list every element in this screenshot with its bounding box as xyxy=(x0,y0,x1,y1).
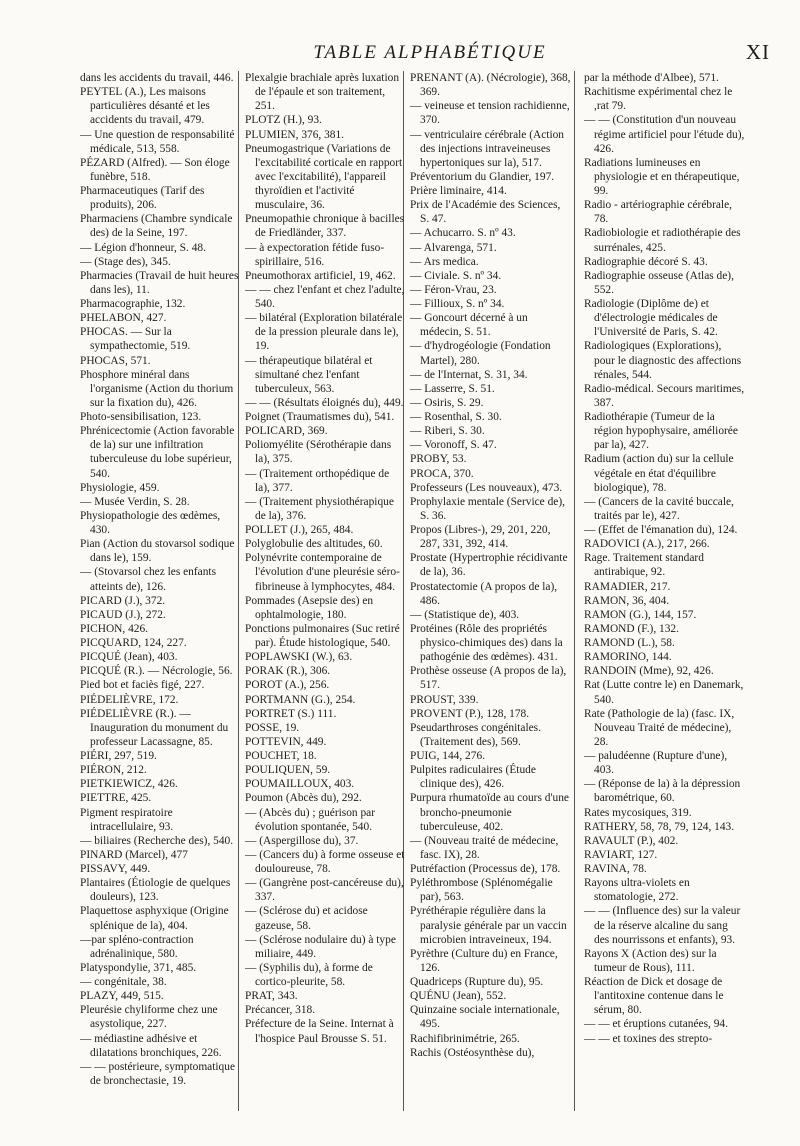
index-entry: RAMADIER, 217. xyxy=(584,580,671,593)
index-entry: Pneumothorax artificiel, 19, 462. xyxy=(245,269,396,282)
index-entry: PICQUÉ (Jean), 403. xyxy=(80,651,178,664)
index-entry: PRAT, 343. xyxy=(245,990,298,1003)
index-entry: Professeurs (Les nouveaux), 473. xyxy=(410,481,563,494)
index-entry: PHELABON, 427. xyxy=(80,312,167,325)
index-entry: Radiologiques (Explorations), pour le diagnostic des affections rénales, 544. xyxy=(584,340,742,381)
index-entry: Platyspondylie, 371, 485. xyxy=(80,961,197,974)
index-entry: PROCA, 370. xyxy=(410,467,474,480)
index-entry: RAMORINO, 144. xyxy=(584,651,672,664)
index-entry: Purpura rhumatoïde au cours d'une broncho-pneumonie tuberculeuse, 402. xyxy=(410,792,569,833)
index-entry: QUÉNU (Jean), 552. xyxy=(410,990,507,1003)
index-entry: — congénitale, 38. xyxy=(80,976,167,988)
index-entry: POROT (A.), 256. xyxy=(245,679,330,692)
index-entry: PROBY, 53. xyxy=(410,453,467,466)
index-entry: — (Aspergillose du), 37. xyxy=(245,834,359,847)
index-entry: — (Sclérose nodulaire du) à type miliaire, 449. xyxy=(245,933,396,960)
index-entry: — Voronoff, S. 47. xyxy=(410,439,497,452)
index-entry: POTTEVIN, 449. xyxy=(245,735,327,748)
index-entry: Quinzaine sociale internationale, 495. xyxy=(410,1004,560,1031)
index-entry: PORTRET (S.) 111. xyxy=(245,707,337,720)
index-entry: PUIG, 144, 276. xyxy=(410,750,485,762)
index-entry: — paludéenne (Rupture d'une), 403. xyxy=(584,750,728,777)
index-entry: PIÉRI, 297, 519. xyxy=(80,750,157,762)
index-entry: Radium (action du) sur la cellule végétale en état d'équilibre biologique), 78. xyxy=(584,453,734,494)
index-entry: — de l'Internat, S. 31, 34. xyxy=(410,368,528,381)
index-entry: Pharmaciens (Chambre syndicale des) de la Seine, 197. xyxy=(80,213,233,240)
index-entry: PIÉDELIÈVRE, 172. xyxy=(80,693,179,706)
index-entry: PICARD (J.), 372. xyxy=(80,594,166,607)
index-entry: Putréfaction (Processus de), 178. xyxy=(410,863,561,875)
index-entry: PICHON, 426. xyxy=(80,622,149,635)
index-entry: POLICARD, 369. xyxy=(245,425,328,438)
index-entry: PÉZARD (Alfred). — Son éloge funèbre, 518. xyxy=(80,156,230,183)
index-entry: PICQUÉ (R.). — Nécrologie, 56. xyxy=(80,665,233,678)
index-entry: POUMAILLOUX, 403. xyxy=(245,778,355,791)
index-entry: — — postérieure, symptomatique de bronchectasie, 19. xyxy=(80,1060,236,1087)
index-entry: Physiopathologie des œdèmes, 430. xyxy=(80,509,221,536)
index-entry: — Légion d'honneur, S. 48. xyxy=(80,241,206,254)
index-entry: — médiastine adhésive et dilatations bronchiques, 226. xyxy=(80,1032,222,1059)
index-entry: Précancer, 318. xyxy=(245,1004,316,1017)
index-entry: — d'hydrogéologie (Fondation Martel), 280. xyxy=(410,340,551,367)
index-entry: — — chez l'enfant et chez l'adulte, 540. xyxy=(245,283,405,310)
index-entry: — (Abcès du) ; guérison par évolution spontanée, 540. xyxy=(245,806,376,833)
index-entry: Pneumogastrique (Variations de l'excitabilité corticale en rapport avec l'excitabilité), l'appareil thyroïdien et l'activité musculaire, 36. xyxy=(245,142,403,212)
index-entry: Préfecture de la Seine. Internat à l'hospice Paul Brousse S. 51. xyxy=(245,1018,394,1045)
index-entry: — (Sclérose du) et acidose gazeuse, 58. xyxy=(245,905,368,932)
index-entry: RAMON (G.), 144, 157. xyxy=(584,608,697,621)
column-divider xyxy=(574,71,575,1111)
index-entry: Rat (Lutte contre le) en Danemark, 540. xyxy=(584,679,744,706)
index-entry: Radiographie décoré S. 43. xyxy=(584,255,708,268)
page-header xyxy=(80,38,770,70)
index-entry: Pleurésie chyliforme chez une asystolique, 227. xyxy=(80,1004,218,1031)
index-entry: PORAK (R.), 306. xyxy=(245,665,331,678)
index-entry: Radiologie (Diplôme de) et d'électrologie médicales de l'Université de Paris, S. 42. xyxy=(584,298,718,339)
index-entry: Pulpites radiculaires (Étude clinique des), 426. xyxy=(410,764,536,791)
index-entry: Pyléthrombose (Splénomégalie par), 563. xyxy=(410,877,553,904)
index-entry: RAMON, 36, 404. xyxy=(584,594,670,607)
index-entry: PIETKIEWICZ, 426. xyxy=(80,778,178,791)
index-entry: Poliomyélite (Sérothérapie dans la), 375. xyxy=(245,439,392,466)
index-entry: Propos (Libres-), 29, 201, 220, 287, 331, 392, 414. xyxy=(410,524,551,551)
index-entry: — (Effet de l'émanation du), 124. xyxy=(584,524,738,536)
index-entry: PLAZY, 449, 515. xyxy=(80,990,164,1003)
index-entry: RADOVICI (A.), 217, 266. xyxy=(584,538,710,551)
index-entry: Rates mycosiques, 319. xyxy=(584,806,692,819)
index-entry: dans les accidents du travail, 446. xyxy=(80,72,234,84)
index-entry: Réaction de Dick et dosage de l'antitoxine contenue dans le sérum, 80. xyxy=(584,976,724,1017)
index-entry: Physiologie, 459. xyxy=(80,481,160,494)
index-entry: Pharmacographie, 132. xyxy=(80,298,186,310)
index-entry: par la méthode d'Albee), 571. xyxy=(584,72,719,84)
index-entry: — veineuse et tension rachidienne, 370. xyxy=(410,100,570,127)
index-entry: Préventorium du Glandier, 197. xyxy=(410,170,555,183)
index-entry: — Osiris, S. 29. xyxy=(410,396,484,409)
index-entry: Prix de l'Académie des Sciences, S. 47. xyxy=(410,199,561,226)
index-entry: — — (Constitution d'un nouveau régime artificiel pour l'étude du), 426. xyxy=(584,114,745,155)
index-entry: PICQUARD, 124, 227. xyxy=(80,637,187,649)
index-entry: PLOTZ (H.), 93. xyxy=(245,114,322,127)
index-column-3 xyxy=(410,71,571,1141)
index-entry: RAVINA, 78. xyxy=(584,863,647,875)
index-entry: Radio - artériographie cérébrale, 78. xyxy=(584,199,732,226)
index-entry: Pharmacies (Travail de huit heures dans les), 11. xyxy=(80,269,239,296)
index-entry: Pommades (Asepsie des) en ophtalmologie, 180. xyxy=(245,594,374,621)
index-entry: — Achucarro. S. nº 43. xyxy=(410,227,516,240)
index-entry: RATHERY, 58, 78, 79, 124, 143. xyxy=(584,820,735,833)
index-entry: RAMOND (L.), 58. xyxy=(584,637,675,649)
index-entry: Rage. Traitement standard antirabique, 92. xyxy=(584,552,704,579)
index-entry: Pharmaceutiques (Tarif des produits), 206. xyxy=(80,185,205,212)
index-entry: — — (Influence des) sur la valeur de la réserve alcaline du sang des nourrissons et enfants), 93. xyxy=(584,905,741,946)
index-entry: POLLET (J.), 265, 484. xyxy=(245,524,354,536)
index-entry: — (Nouveau traité de médecine, fasc. IX), 28. xyxy=(410,834,559,861)
index-entry: — (Cancers du) à forme osseuse et douloureuse, 78. xyxy=(245,848,405,875)
index-entry: Radiographie osseuse (Atlas de), 552. xyxy=(584,269,734,296)
index-entry: Prophylaxie mentale (Service de), S. 36. xyxy=(410,495,565,522)
index-entry: PIÉRON, 212. xyxy=(80,764,147,777)
index-entry: — — et éruptions cutanées, 94. xyxy=(584,1018,728,1031)
index-entry: — (Syphilis du), à forme de cortico-pleurite, 58. xyxy=(245,961,373,988)
index-column-4 xyxy=(584,71,745,1141)
index-entry: Pyréthérapie régulière dans la paralysie générale par un vaccin microbien intraveineux, 194. xyxy=(410,905,567,946)
index-entry: Poumon (Abcès du), 292. xyxy=(245,792,362,805)
index-entry: RANDOIN (Mme), 92, 426. xyxy=(584,665,714,678)
index-entry: Polynévrite contemporaine de l'évolution d'une pleurésie séro-fibrineuse à lymphocytes, 484. xyxy=(245,552,400,593)
index-entry: PIETTRE, 425. xyxy=(80,792,152,805)
index-entry: Rayons ultra-violets en stomatologie, 272. xyxy=(584,877,690,904)
index-entry: Poignet (Traumatismes du), 541. xyxy=(245,411,395,423)
index-entry: Radiothérapie (Tumeur de la région hypophysaire, améliorée par la), 427. xyxy=(584,411,738,452)
index-entry: POULIQUEN, 59. xyxy=(245,764,331,777)
index-entry: PROVENT (P.), 128, 178. xyxy=(410,707,530,720)
index-entry: — (Gangrène post-cancéreuse du), 337. xyxy=(245,877,404,904)
index-entry: — Goncourt décerné à un médecin, S. 51. xyxy=(410,312,528,339)
index-entry: — thérapeutique bilatéral et simultané chez l'enfant tuberculeux, 563. xyxy=(245,354,373,395)
index-entry: —par spléno-contraction adrénalinique, 580. xyxy=(80,933,194,960)
index-entry: Prostatectomie (A propos de la), 486. xyxy=(410,580,558,607)
index-entry: PIÉDELIÈVRE (R.). — Inauguration du monument du professeur Lacassagne, 85. xyxy=(80,707,229,748)
index-entry: POUCHET, 18. xyxy=(245,750,317,762)
index-entry: — (Stage des), 345. xyxy=(80,255,171,268)
index-entry: Rayons X (Action des) sur la tumeur de Rous), 111. xyxy=(584,947,717,974)
index-column-1 xyxy=(80,71,241,1141)
index-entry: PORTMANN (G.), 254. xyxy=(245,693,356,706)
index-entry: — — et toxines des strepto- xyxy=(584,1032,713,1045)
index-entry: Pian (Action du stovarsol sodique dans le), 159. xyxy=(80,538,235,565)
index-entry: Radiobiologie et radiothérapie des surrénales, 425. xyxy=(584,227,741,254)
index-entry: Ponctions pulmonaires (Suc retiré par). Étude histologique, 540. xyxy=(245,622,400,649)
index-entry: — (Cancers de la cavité buccale, traités par le), 427. xyxy=(584,495,734,522)
index-entry: — (Réponse de la) à la dépression barométrique, 60. xyxy=(584,778,741,805)
index-entry: PHOCAS. — Sur la sympathectomie, 519. xyxy=(80,326,191,353)
index-entry: — (Stovarsol chez les enfants atteints de), 126. xyxy=(80,566,217,593)
index-entry: — Riberi, S. 30. xyxy=(410,425,485,438)
index-entry: POSSE, 19. xyxy=(245,721,300,734)
index-entry: — (Traitement orthopédique de la), 377. xyxy=(245,467,390,494)
index-entry: Plexalgie brachiale après luxation de l'épaule et son traitement, 251. xyxy=(245,72,400,113)
index-entry: — Civiale. S. nº 34. xyxy=(410,269,502,282)
index-entry: — bilatéral (Exploration bilatérale de la pression pleurale dans le), 19. xyxy=(245,312,403,353)
index-column-2 xyxy=(245,71,406,1141)
page-number: XI xyxy=(745,40,770,64)
index-entry: Phrénicectomie (Action favorable de la) sur une infiltration tuberculeuse du lobe supérieur, 540. xyxy=(80,425,235,480)
index-entry: Radio-médical. Secours maritimes, 387. xyxy=(584,382,745,409)
index-entry: — Lasserre, S. 51. xyxy=(410,382,495,395)
index-entry: — Musée Verdin, S. 28. xyxy=(80,495,190,508)
index-entry: — — (Résultats éloignés du), 449. xyxy=(245,396,404,409)
index-entry: Pyrèthre (Culture du) en France, 126. xyxy=(410,947,558,974)
index-entry: Plaquettose asphyxique (Origine splénique de la), 404. xyxy=(80,905,229,932)
index-entry: PRENANT (A). (Nécrologie), 368, 369. xyxy=(410,72,571,99)
index-entry: POPLAWSKI (W.), 63. xyxy=(245,651,353,664)
index-entry: Quadriceps (Rupture du), 95. xyxy=(410,976,544,988)
index-entry: Protéines (Rôle des propriétés physico-chimiques des) dans la pathogénie des œdèmes). 431. xyxy=(410,622,563,664)
index-entry: — Féron-Vrau, 23. xyxy=(410,283,497,296)
index-entry: PINARD (Marcel), 477 xyxy=(80,848,188,861)
index-entry: PLUMIEN, 376, 381. xyxy=(245,128,345,141)
index-entry: — Alvarenga, 571. xyxy=(410,241,497,254)
index-entry: Pseudarthroses congénitales. (Traitement des), 569. xyxy=(410,721,541,748)
index-entry: — Une question de responsabilité médicale, 513, 558. xyxy=(80,128,235,155)
index-entry: Photo-sensibilisation, 123. xyxy=(80,411,202,423)
index-entry: — ventriculaire cérébrale (Action des injections intraveineuses hypertoniques sur la), 517. xyxy=(410,128,565,169)
index-entry: PROUST, 339. xyxy=(410,693,479,706)
index-entry: RAMOND (F.), 132. xyxy=(584,622,679,635)
index-entry: — (Traitement physiothérapique de la), 376. xyxy=(245,495,394,522)
index-entry: Pneumopathie chronique à bacilles de Friedländer, 337. xyxy=(245,213,405,240)
index-entry: RAVAULT (P.), 402. xyxy=(584,834,679,847)
index-entry: Prostate (Hypertrophie récidivante de la), 36. xyxy=(410,552,568,579)
index-entry: Rachis (Ostéosynthèse du), xyxy=(410,1046,535,1059)
index-entry: — biliaires (Recherche des), 540. xyxy=(80,834,234,847)
page-title: TABLE ALPHABÉTIQUE xyxy=(313,42,547,63)
index-entry: RAVIART, 127. xyxy=(584,848,658,861)
index-entry: Rachitisme expérimental chez le ,rat 79. xyxy=(584,86,733,113)
index-entry: Polyglobulie des altitudes, 60. xyxy=(245,538,383,551)
index-entry: PEYTEL (A.), Les maisons particulières désanté et les accidents du travail, 479. xyxy=(80,86,210,127)
index-entry: PHOCAS, 571. xyxy=(80,354,151,367)
index-entry: Phosphore minéral dans l'organisme (Action du thorium sur la fixation du), 426. xyxy=(80,368,234,409)
index-entry: Prothèse osseuse (A propos de la), 517. xyxy=(410,665,567,692)
index-entry: Pied bot et faciès figé, 227. xyxy=(80,679,205,692)
index-entry: — Rosenthal, S. 30. xyxy=(410,411,502,423)
index-entry: Radiations lumineuses en physiologie et en thérapeutique, 99. xyxy=(584,156,740,197)
index-entry: Prière liminaire, 414. xyxy=(410,185,507,197)
index-entry: Plantaires (Étiologie de quelques douleurs), 123. xyxy=(80,877,231,904)
index-entry: — (Statistique de), 403. xyxy=(410,608,520,621)
index-entry: Pigment respiratoire intracellulaire, 93. xyxy=(80,806,174,833)
index-entry: — à expectoration fétide fuso-spirillaire, 516. xyxy=(245,241,385,268)
index-entry: Rate (Pathologie de la) (fasc. IX, Nouveau Traité de médecine), 28. xyxy=(584,707,735,748)
index-entry: — Fillioux, S. nº 34. xyxy=(410,298,505,310)
index-entry: PICAUD (J.), 272. xyxy=(80,608,166,621)
index-entry: PISSAVY, 449. xyxy=(80,863,151,875)
index-entry: — Ars medica. xyxy=(410,255,479,268)
index-entry: Rachifibrinimétrie, 265. xyxy=(410,1032,520,1045)
